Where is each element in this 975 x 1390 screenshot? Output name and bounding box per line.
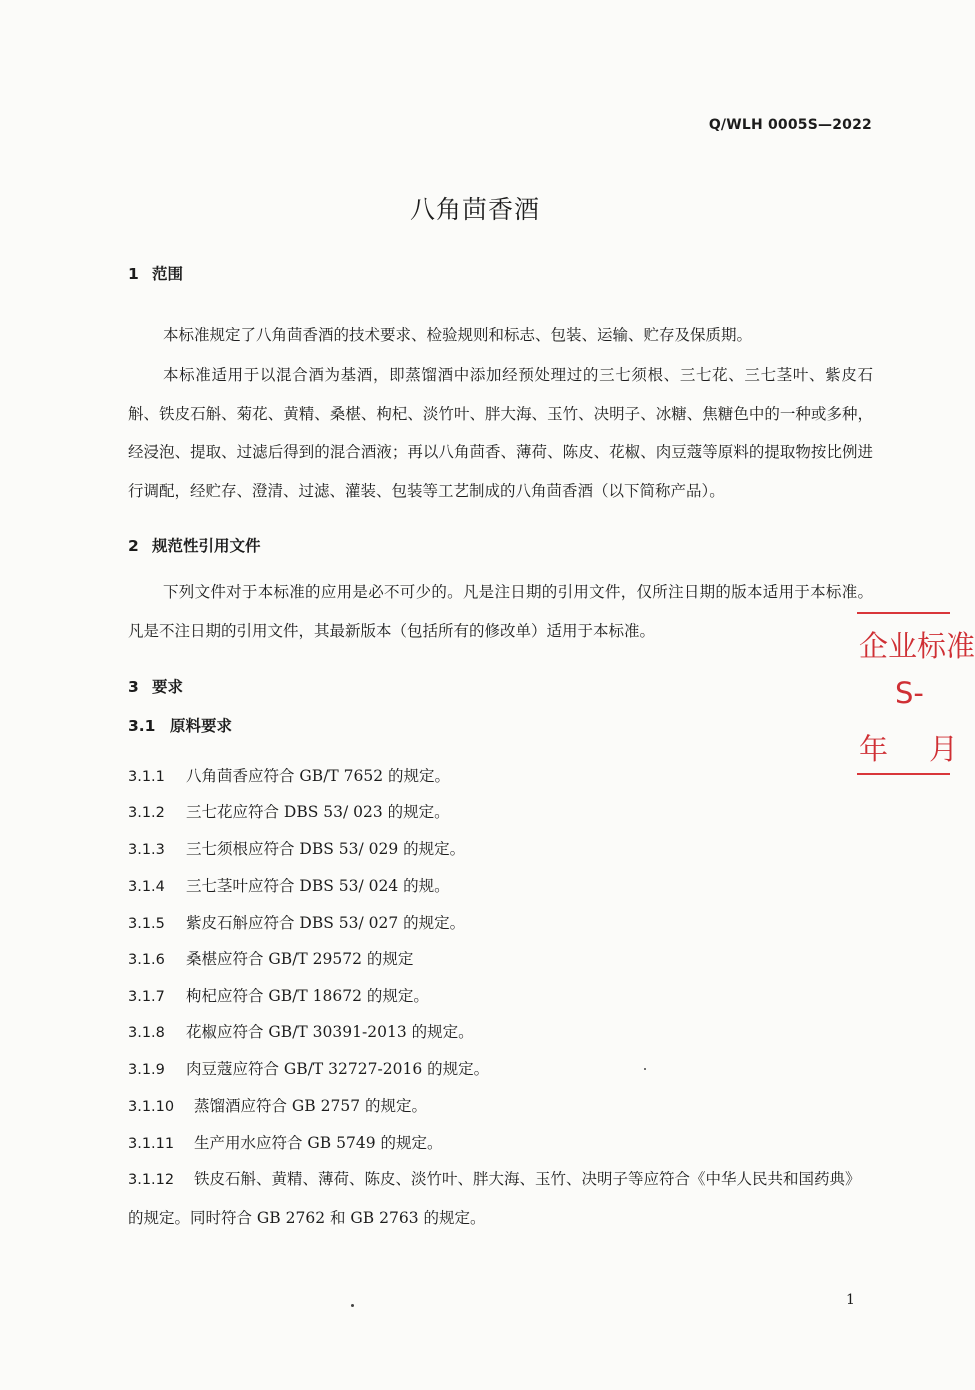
requirement-item xyxy=(128,947,873,969)
section-1-heading xyxy=(128,262,183,284)
scope-paragraph-1: 本标准规定了八角茴香酒的技术要求、检验规则和标志、包装、运输、贮存及保质期。 xyxy=(163,326,753,344)
subsection-3-1-heading xyxy=(128,714,232,736)
stamp-line-2: S- xyxy=(895,676,924,710)
item-number: 3.1.3 xyxy=(128,842,165,858)
stamp-line-1: 企业标准 xyxy=(859,629,975,663)
section-number: 1 xyxy=(128,265,139,283)
section-3-heading xyxy=(128,675,183,697)
page-number: 1 xyxy=(846,1292,855,1308)
item-number: 3.1.8 xyxy=(128,1025,165,1041)
requirement-item xyxy=(128,911,873,933)
section-2-heading xyxy=(128,534,261,556)
item-text: 铁皮石斛、黄精、薄荷、陈皮、淡竹叶、胖大海、玉竹、决明子等应符合《中华人民共和国药典》的规定。同时符合 GB 2762 和 GB 2763 的规定。 xyxy=(128,1170,861,1227)
stamp-month: 月 xyxy=(929,732,959,766)
item-number: 3.1.5 xyxy=(128,916,165,932)
item-text: 生产用水应符合 GB 5749 的规定。 xyxy=(194,1134,443,1152)
item-text: 蒸馏酒应符合 GB 2757 的规定。 xyxy=(194,1097,428,1115)
section-number: 2 xyxy=(128,537,139,555)
enterprise-standard-stamp xyxy=(857,612,975,777)
item-number: 3.1.7 xyxy=(128,989,165,1005)
item-number: 3.1.2 xyxy=(128,805,165,821)
requirement-item xyxy=(128,1094,873,1116)
item-text: 紫皮石斛应符合 DBS 53/ 027 的规定。 xyxy=(186,914,466,932)
stamp-bottom-rule xyxy=(857,773,950,775)
requirement-item xyxy=(128,874,873,896)
subsection-number: 3.1 xyxy=(128,717,156,735)
requirement-item xyxy=(128,764,873,786)
section-number: 3 xyxy=(128,678,139,696)
requirement-item xyxy=(128,1131,873,1153)
requirement-item xyxy=(128,1160,873,1237)
item-text: 桑椹应符合 GB/T 29572 的规定 xyxy=(186,950,414,968)
scan-speck xyxy=(644,1068,646,1070)
requirement-item xyxy=(128,800,873,822)
stamp-top-rule xyxy=(857,612,950,614)
requirement-item xyxy=(128,1020,873,1042)
standard-code: Q/WLH 0005S—2022 xyxy=(708,117,872,133)
item-text: 八角茴香应符合 GB/T 7652 的规定。 xyxy=(186,767,451,785)
section-title: 规范性引用文件 xyxy=(152,537,261,555)
requirement-item xyxy=(128,984,873,1006)
scope-paragraph-2: 本标准适用于以混合酒为基酒，即蒸馏酒中添加经预处理过的三七须根、三七花、三七茎叶、紫皮石斛、铁皮石斛、菊花、黄精、桑椹、枸杞、淡竹叶、胖大海、玉竹、决明子、冰糖、焦糖色中的一种或多种，经浸泡、提取、过滤后得到的混合酒液；再以八角茴香、薄荷、陈皮、花椒、肉豆蔻等原料的提取物按比例进行调配，经贮存、澄清、过滤、灌装、包装等工艺制成的八角茴香酒（以下简称产品）。 xyxy=(128,366,873,500)
item-text: 三七花应符合 DBS 53/ 023 的规定。 xyxy=(186,803,450,821)
scan-speck xyxy=(351,1304,354,1307)
item-number: 3.1.1 xyxy=(128,769,165,785)
item-text: 花椒应符合 GB/T 30391-2013 的规定。 xyxy=(186,1023,474,1041)
item-number: 3.1.4 xyxy=(128,879,165,895)
section-title: 范围 xyxy=(152,265,184,283)
item-text: 三七须根应符合 DBS 53/ 029 的规定。 xyxy=(186,840,466,858)
item-text: 肉豆蔻应符合 GB/T 32727-2016 的规定。 xyxy=(186,1060,490,1078)
document-title: 八角茴香酒 xyxy=(409,195,540,224)
item-number: 3.1.6 xyxy=(128,952,165,968)
item-number: 3.1.11 xyxy=(128,1136,175,1152)
requirement-item xyxy=(128,837,873,859)
subsection-title: 原料要求 xyxy=(170,717,233,735)
item-number: 3.1.10 xyxy=(128,1099,175,1115)
item-text: 三七茎叶应符合 DBS 53/ 024 的规。 xyxy=(186,877,450,895)
item-text: 枸杞应符合 GB/T 18672 的规定。 xyxy=(186,987,429,1005)
requirement-item xyxy=(128,1057,873,1079)
item-number: 3.1.9 xyxy=(128,1062,165,1078)
item-number: 3.1.12 xyxy=(128,1172,175,1188)
section-title: 要求 xyxy=(152,678,184,696)
stamp-year: 年 xyxy=(859,732,889,766)
references-paragraph: 下列文件对于本标准的应用是必不可少的。凡是注日期的引用文件，仅所注日期的版本适用于本标准。凡是不注日期的引用文件，其最新版本（包括所有的修改单）适用于本标准。 xyxy=(128,583,873,640)
